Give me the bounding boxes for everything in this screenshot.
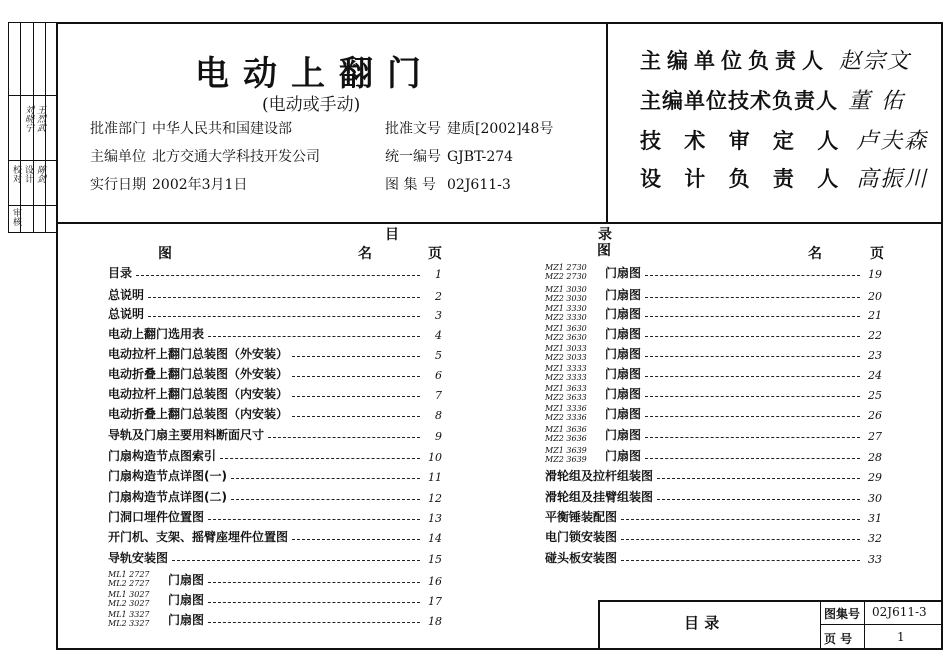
toc-entry: 碰头板安装图 33 bbox=[545, 551, 882, 566]
toc-entry: MZ1 3330 MZ2 3330 门扇图 21 bbox=[545, 304, 882, 322]
toc-entry: MZ1 2730 MZ2 2730 门扇图 19 bbox=[545, 263, 882, 281]
toc-entry: ML1 3027 ML2 3027 门扇图 17 bbox=[108, 590, 442, 608]
toc-entry: MZ1 3633 MZ2 3633 门扇图 25 bbox=[545, 384, 882, 402]
toc-entry: 导轨安装图 15 bbox=[108, 551, 442, 566]
signature-row-designer: 设 计 负 责 人 高振川 bbox=[640, 166, 929, 192]
toc-entry: 总说明 2 bbox=[108, 288, 442, 303]
toc-entry: 电动上翻门选用表 4 bbox=[108, 327, 442, 342]
field-approval-dept: 批准部门 中华人民共和国建设部 bbox=[90, 121, 292, 137]
strip-label-design: 设计 bbox=[23, 165, 33, 183]
toc-entry: 电动折叠上翻门总装图（外安装） 6 bbox=[108, 367, 442, 382]
toc-entry: 电动折叠上翻门总装图（内安装） 8 bbox=[108, 407, 442, 422]
toc-col-ming-right: 名 bbox=[808, 246, 822, 262]
strip-signature-1: 刘晓宁 bbox=[23, 105, 33, 132]
frame-left bbox=[56, 22, 58, 650]
frame-right bbox=[941, 22, 943, 650]
toc-entry: 门洞口埋件位置图 13 bbox=[108, 510, 442, 525]
toc-title-right: 录 bbox=[598, 227, 612, 243]
header-divider bbox=[56, 222, 942, 224]
strip-label-check: 校对 bbox=[11, 165, 21, 183]
toc-entry: ML1 3327 ML2 3327 门扇图 18 bbox=[108, 610, 442, 628]
signature-row-editor: 主编单位负责人 赵宗文 bbox=[640, 48, 912, 74]
toc-entry: 总说明 3 bbox=[108, 307, 442, 322]
signature-row-tech: 主编单位技术负责人 董 佑 bbox=[640, 88, 905, 114]
signature-row-reviewer: 技 术 审 定 人 卢夫森 bbox=[640, 128, 929, 154]
title-block-atlas-label: 图集号 bbox=[824, 607, 861, 621]
field-effective-date: 实行日期 2002年3月1日 bbox=[90, 177, 248, 193]
field-atlas-no: 图 集 号 02J611-3 bbox=[385, 177, 511, 193]
page-title: 电动上翻门 bbox=[195, 54, 435, 94]
toc-entry: ML1 2727 ML2 2727 门扇图 16 bbox=[108, 570, 442, 588]
toc-title-left: 目 bbox=[385, 227, 399, 243]
toc-col-ye-right: 页 bbox=[870, 246, 884, 262]
title-block-atlas-no: 02J611-3 bbox=[872, 605, 927, 619]
strip-signature-3: 陈剑 bbox=[35, 165, 45, 183]
toc-entry: 门扇构造节点详图(一) 11 bbox=[108, 469, 442, 484]
strip-label-review: 审核 bbox=[11, 208, 21, 226]
toc-entry: 开门机、支架、摇臂座埋件位置图 14 bbox=[108, 530, 442, 545]
toc-entry: 导轨及门扇主要用料断面尺寸 9 bbox=[108, 428, 442, 443]
toc-entry: 电动拉杆上翻门总装图（内安装） 7 bbox=[108, 387, 442, 402]
field-editor-unit: 主编单位 北方交通大学科技开发公司 bbox=[90, 149, 320, 165]
title-block-page-no: 1 bbox=[897, 630, 905, 644]
toc-col-ming-left: 名 bbox=[358, 246, 372, 262]
frame-bottom bbox=[56, 648, 943, 650]
toc-entry: MZ1 3336 MZ2 3336 门扇图 26 bbox=[545, 404, 882, 422]
toc-entry: MZ1 3033 MZ2 3033 门扇图 23 bbox=[545, 344, 882, 362]
toc-col-tu-left: 图 bbox=[158, 246, 172, 262]
toc-entry: 平衡锤装配图 31 bbox=[545, 510, 882, 525]
toc-entry: MZ1 3333 MZ2 3333 门扇图 24 bbox=[545, 364, 882, 382]
toc-entry: 电门锁安装图 32 bbox=[545, 530, 882, 545]
header-vertical-divider bbox=[606, 22, 608, 224]
toc-entry: MZ1 3636 MZ2 3636 门扇图 27 bbox=[545, 425, 882, 443]
toc-col-ye-left: 页 bbox=[428, 246, 442, 262]
toc-entry: 滑轮组及拉杆组装图 29 bbox=[545, 469, 882, 484]
title-block-page-label: 页 号 bbox=[824, 632, 853, 646]
page-subtitle: (电动或手动) bbox=[262, 95, 361, 115]
frame-top bbox=[56, 22, 942, 24]
toc-entry: MZ1 3030 MZ2 3030 门扇图 20 bbox=[545, 285, 882, 303]
strip-signature-2: 王烈武 bbox=[35, 105, 45, 132]
title-block-name: 目 录 bbox=[684, 614, 720, 632]
toc-entry: 目录 1 bbox=[108, 266, 442, 281]
field-approval-no: 批准文号 建质[2002]48号 bbox=[385, 121, 554, 137]
toc-entry: MZ1 3639 MZ2 3639 门扇图 28 bbox=[545, 446, 882, 464]
toc-entry: 门扇构造节点图索引 10 bbox=[108, 449, 442, 464]
toc-entry: 滑轮组及挂臂组装图 30 bbox=[545, 490, 882, 505]
toc-col-tu-right: 图 bbox=[597, 243, 611, 259]
toc-entry: 电动拉杆上翻门总装图（外安装） 5 bbox=[108, 347, 442, 362]
toc-entry: 门扇构造节点详图(二) 12 bbox=[108, 490, 442, 505]
toc-entry: MZ1 3630 MZ2 3630 门扇图 22 bbox=[545, 324, 882, 342]
field-unified-no: 统一编号 GJBT-274 bbox=[385, 149, 514, 165]
